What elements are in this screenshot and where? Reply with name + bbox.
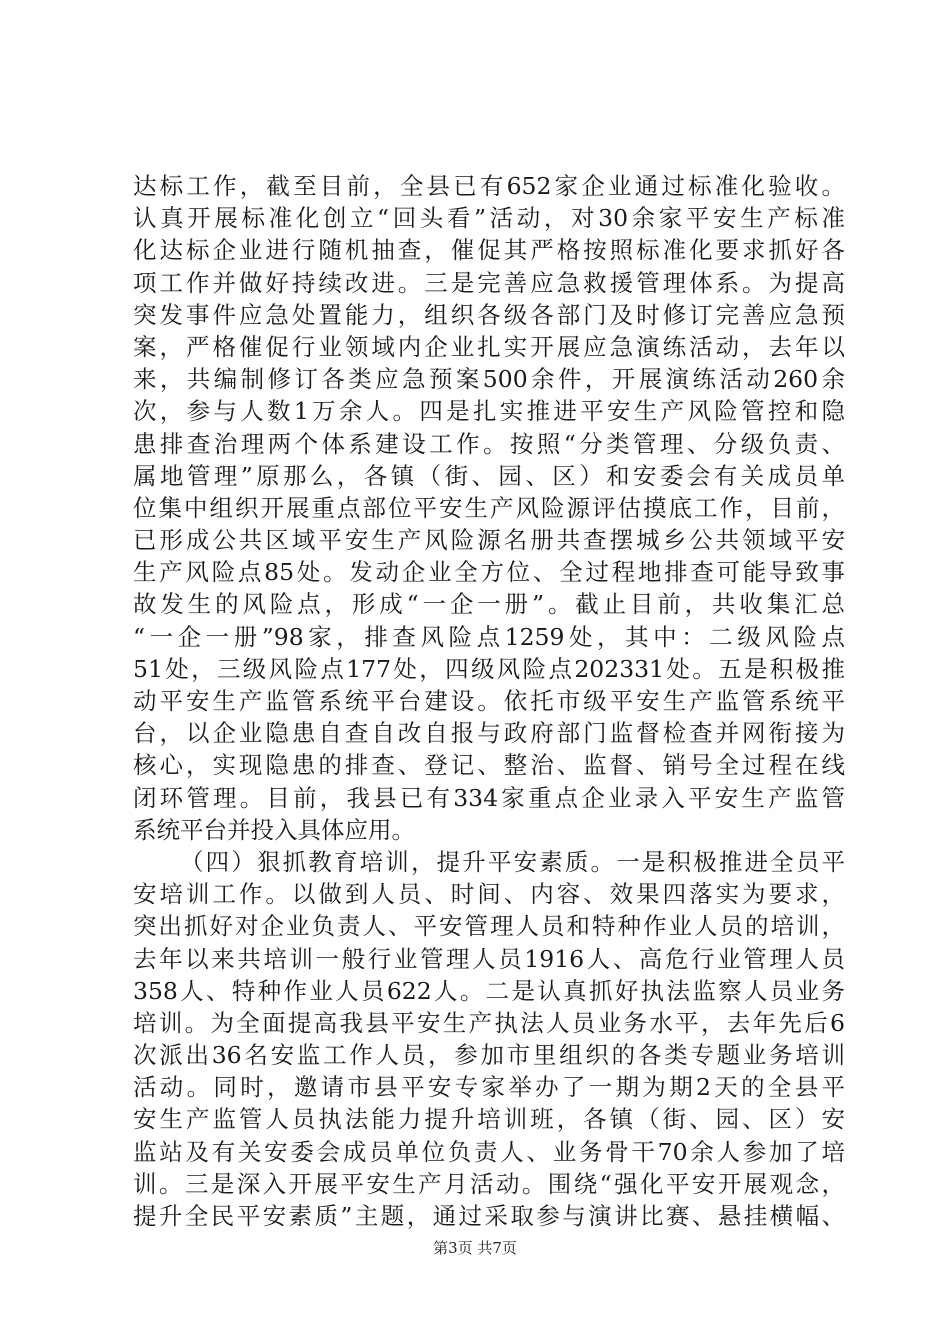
text-line-13: 生产风险点85处。发动企业全方位、全过程地排查可能导致事 [133,558,845,587]
text-line-5: 突发事件应急处置能力，组织各级各部门及时修订完善应急预 [133,300,845,329]
text-line-25: 去年以来共培训一般行业管理人员1916人、高危行业管理人员 [133,944,845,973]
text-line-27: 培训。为全面提高我县平安生产执法人员业务水平，去年先后6 [133,1008,845,1037]
text-line-14: 故发生的风险点，形成“一企一册”。截止目前，共收集汇总 [133,590,845,619]
text-line-16: 51处，三级风险点177处，四级风险点202331处。五是积极推 [133,654,845,683]
text-line-23: 安培训工作。以做到人员、时间、内容、效果四落实为要求， [133,880,845,909]
text-line-19: 核心，实现隐患的排查、登记、整治、监督、销号全过程在线 [133,751,845,780]
text-line-6: 案，严格催促行业领域内企业扎实开展应急演练活动，去年以 [133,332,845,361]
text-line-15: “一企一册”98家，排查风险点1259处，其中：二级风险点 [133,622,845,651]
text-line-26: 358人、特种作业人员622人。二是认真抓好执法监察人员业务 [133,976,845,1005]
text-line-7: 来，共编制修订各类应急预案500余件，开展演练活动260余 [133,365,845,394]
page-number-footer: 第3页 共7页 [433,1239,517,1257]
text-line-30: 安生产监管人员执法能力提升培训班，各镇（街、园、区）安 [133,1105,845,1134]
text-line-20: 闭环管理。目前，我县已有334家重点企业录入平安生产监管 [133,783,845,812]
text-line-4: 项工作并做好持续改进。三是完善应急救援管理体系。为提高 [133,268,845,297]
text-line-18: 台，以企业隐患自查自改自报与政府部门监督检查并网衔接为 [133,719,845,748]
text-line-22: （四）狠抓教育培训，提升平安素质。一是积极推进全员平 [180,847,845,876]
text-line-2: 认真开展标准化创立“回头看”活动，对30余家平安生产标准 [133,204,845,233]
body-text [133,170,845,1232]
text-line-11: 位集中组织开展重点部位平安生产风险源评估摸底工作，目前， [133,493,845,522]
text-line-28: 次派出36名安监工作人员，参加市里组织的各类专题业务培训 [133,1041,845,1070]
text-line-21: 系统平台并投入具体应用。 [133,815,415,844]
text-line-10: 属地管理”原那么，各镇（街、园、区）和安委会有关成员单 [133,461,845,490]
text-line-9: 患排查治理两个体系建设工作。按照“分类管理、分级负责、 [133,429,845,458]
text-line-1: 达标工作，截至目前，全县已有652家企业通过标准化验收。 [133,172,845,200]
text-line-17: 动平安生产监管系统平台建设。依托市级平安生产监管系统平 [133,687,845,715]
text-line-33: 提升全民平安素质”主题，通过采取参与演讲比赛、悬挂横幅、 [133,1202,845,1230]
text-line-29: 活动。同时，邀请市县平安专家举办了一期为期2天的全县平 [133,1073,845,1102]
text-line-3: 化达标企业进行随机抽查，催促其严格按照标准化要求抓好各 [133,236,845,265]
text-line-12: 已形成公共区域平安生产风险源名册共查摆城乡公共领域平安 [133,526,845,555]
text-line-8: 次，参与人数1万余人。四是扎实推进平安生产风险管控和隐 [133,397,845,426]
text-line-24: 突出抓好对企业负责人、平安管理人员和特种作业人员的培训， [133,912,845,941]
text-line-32: 训。三是深入开展平安生产月活动。围绕“强化平安开展观念， [133,1169,845,1198]
text-line-31: 监站及有关安委会成员单位负责人、业务骨干70余人参加了培 [133,1137,845,1166]
